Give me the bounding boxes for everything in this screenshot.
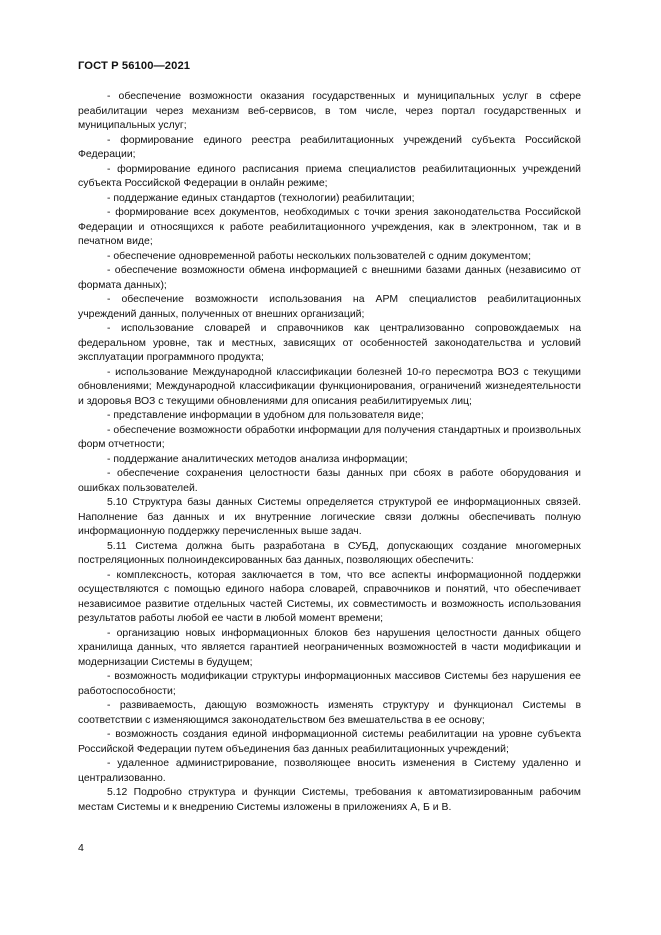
paragraph: - развиваемость, дающую возможность изменять структуру и функционал Системы в соответствии с изменяющимся законодательством без вмешательства в ее основу; — [78, 700, 581, 726]
paragraph: - формирование единого расписания приема специалистов реабилитационных учреждений субъекта Российской Федерации в онлайн режиме; — [78, 163, 581, 189]
paragraph: - представление информации в удобном для пользователя виде; — [107, 410, 424, 421]
paragraph: - обеспечение возможности использования на АРМ специалистов реабилитационных учреждений данных, полученных от внешних организаций; — [78, 294, 581, 320]
paragraph: - формирование всех документов, необходимых с точки зрения законодательства Российской Федерации и относящихся к работе реабилитационного учреждения, как в электронном, так и в печатном виде; — [78, 207, 581, 247]
document-header: ГОСТ Р 56100—2021 — [78, 60, 191, 72]
paragraph: - обеспечение возможности обработки информации для получения стандартных и произвольных форм отчетности; — [78, 424, 581, 450]
paragraph: - обеспечение возможности обмена информацией с внешними базами данных (независимо от формата данных); — [78, 265, 581, 291]
paragraph: - обеспечение сохранения целостности базы данных при сбоях в работе оборудования и ошибках пользователей. — [78, 468, 581, 494]
paragraph: - использование Международной классификации болезней 10-го пересмотра ВОЗ с текущими обновлениями; Международной классификации функционирования, ограничений жизнедеятельности и здоровья ВОЗ с текущими обновлениями для описания реабилитируемых лиц; — [78, 366, 581, 407]
paragraph: - удаленное администрирование, позволяющее вносить изменения в Систему удаленно и централизованно. — [78, 758, 581, 784]
paragraph: - поддержание единых стандартов (технологии) реабилитации; — [107, 192, 415, 204]
page-number: 4 — [78, 842, 84, 854]
paragraph: - использование словарей и справочников как централизованно сопровождаемых на федеральном уровне, так и местных, зависящих от особенностей законодательства и условий эксплуатации программного продукта; — [78, 323, 581, 363]
paragraph: - возможность создания единой информационной системы реабилитации на уровне субъекта Российской Федерации путем объединения баз данных реабилитационных учреждений; — [78, 729, 581, 755]
paragraph: - организацию новых информационных блоков без нарушения целостности данных общего хранилища данных, что является гарантией неограниченных возможностей в части модификации и модернизации Системы в будущем; — [78, 627, 581, 668]
document-body — [78, 90, 581, 815]
paragraph: - обеспечение одновременной работы нескольких пользователей с одним документом; — [107, 250, 531, 262]
paragraph: - обеспечение возможности оказания государственных и муниципальных услуг в сфере реабилитации через механизм веб-сервисов, в том числе, через портал государственных и муниципальных услуг; — [78, 91, 581, 131]
section-paragraph-5-11: 5.11 Система должна быть разработана в СУБД, допускающих создание многомерных постреляционных полноиндексированных баз данных, позволяющих обеспечить: — [78, 540, 581, 566]
section-paragraph-5-12: 5.12 Подробно структура и функции Системы, требования к автоматизированным рабочим местам Системы и к внедрению Системы изложены в приложениях А, Б и В. — [78, 787, 581, 813]
paragraph: - комплексность, которая заключается в том, что все аспекты информационной поддержки осуществляются с помощью единого набора словарей, справочников и понятий, что обеспечивает независимое развитие отдельных частей Системы, их совместимость и возможность использования результатов работы любой ее части в любой момент времени; — [78, 569, 581, 624]
paragraph: - поддержание аналитических методов анализа информации; — [107, 453, 408, 465]
paragraph: - формирование единого реестра реабилитационных учреждений субъекта Российской Федерации; — [78, 134, 581, 160]
section-paragraph-5-10: 5.10 Структура базы данных Системы определяется структурой ее информационных связей. Наполнение баз данных и их внутренние логические связи должны обеспечивать полную информационную поддержку перечисленных выше задач. — [78, 497, 581, 537]
paragraph: - возможность модификации структуры информационных массивов Системы без нарушения ее работоспособности; — [78, 671, 581, 697]
